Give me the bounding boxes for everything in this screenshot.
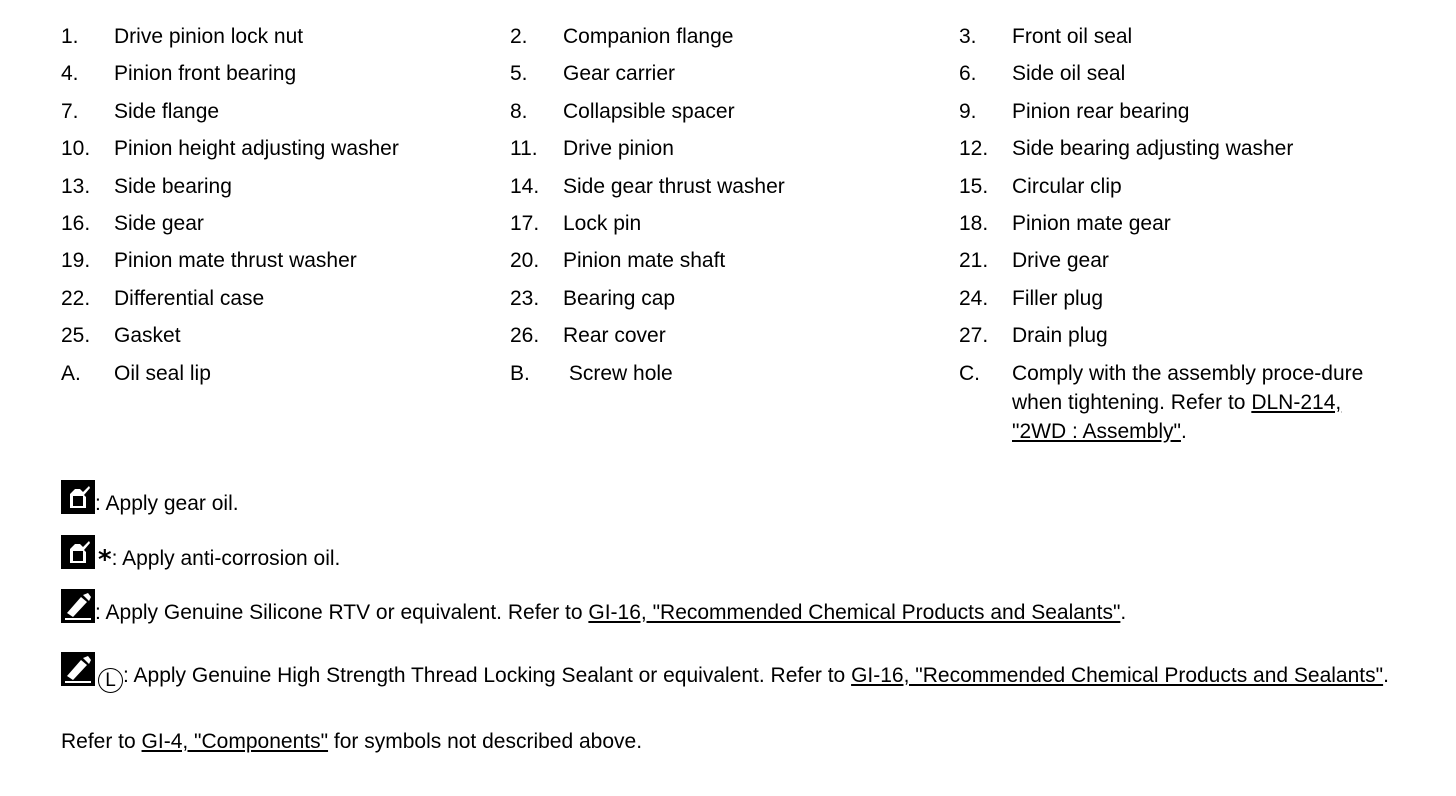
item-number: 25. xyxy=(61,324,91,348)
item-number: 6. xyxy=(959,62,977,86)
legend-item xyxy=(959,97,1399,134)
item-label: Lock pin xyxy=(563,211,642,235)
footer-reference xyxy=(61,728,642,756)
item-number: 13. xyxy=(61,174,91,198)
item-number: 20. xyxy=(510,249,540,273)
legend-item xyxy=(959,321,1399,358)
item-number: 19. xyxy=(61,249,91,273)
item-number: 1. xyxy=(61,25,79,48)
oil-can-icon xyxy=(61,535,95,577)
gear-oil-symbol-line xyxy=(61,480,239,522)
legend-column-3 xyxy=(959,22,1399,443)
legend-column-2 xyxy=(510,22,940,396)
legend-item xyxy=(510,284,940,321)
item-number: 10. xyxy=(61,137,91,161)
item-label: Rear cover xyxy=(563,324,666,348)
legend-item xyxy=(959,134,1399,171)
footer-prefix: Refer to xyxy=(61,730,142,753)
anti-corrosion-symbol-line xyxy=(61,535,340,577)
item-label: Bearing cap xyxy=(563,286,676,310)
item-label: Circular clip xyxy=(1012,174,1122,198)
item-label: Pinion mate shaft xyxy=(563,249,726,273)
item-label: Pinion height adjusting washer xyxy=(114,137,399,161)
item-number: 3. xyxy=(959,25,977,48)
legend-item xyxy=(61,134,491,171)
legend-item xyxy=(959,284,1399,321)
item-number: 15. xyxy=(959,174,989,198)
item-label: Drive gear xyxy=(1012,249,1109,273)
legend-item xyxy=(510,246,940,283)
circled-l-icon: L xyxy=(98,668,123,693)
legend-item xyxy=(61,97,491,134)
item-label: Filler plug xyxy=(1012,286,1104,310)
item-label: Side flange xyxy=(114,99,220,123)
item-label: Drive pinion lock nut xyxy=(114,25,304,48)
asterisk-icon: * xyxy=(98,545,112,575)
item-label: Drain plug xyxy=(1012,324,1108,348)
item-label: Companion flange xyxy=(563,25,734,48)
legend-item xyxy=(959,172,1399,209)
item-number: 8. xyxy=(510,99,528,123)
components-link[interactable]: GI-4, "Components" xyxy=(141,730,329,753)
item-label: Collapsible spacer xyxy=(563,99,735,123)
chemical-products-link[interactable]: GI-16, "Recommended Chemical Products and Sealants" xyxy=(588,601,1121,624)
item-label: Screw hole xyxy=(563,361,673,385)
legend-item xyxy=(510,209,940,246)
legend-item xyxy=(510,22,940,59)
legend-item xyxy=(510,359,940,396)
item-number: 7. xyxy=(61,99,79,123)
item-label: Pinion mate thrust washer xyxy=(114,249,357,273)
item-number: 21. xyxy=(959,249,989,273)
item-label: Pinion mate gear xyxy=(1012,211,1171,235)
anti-corrosion-text: : Apply anti-corrosion oil. xyxy=(111,547,341,570)
item-c-text xyxy=(1012,359,1397,446)
chemical-products-link[interactable]: GI-16, "Recommended Chemical Products and Sealants" xyxy=(851,664,1384,687)
item-label: Side gear xyxy=(114,211,204,235)
item-number: 12. xyxy=(959,137,989,161)
item-number: 26. xyxy=(510,324,540,348)
legend-item xyxy=(510,59,940,96)
thread-lock-text: : Apply Genuine High Strength Thread Locking Sealant or equivalent. Refer to xyxy=(123,664,852,687)
item-number: 17. xyxy=(510,211,540,235)
item-label: Oil seal lip xyxy=(114,361,211,385)
sealant-tube-icon xyxy=(61,652,95,696)
item-label: Side bearing xyxy=(114,174,232,198)
item-label: Differential case xyxy=(114,286,265,310)
item-number: 5. xyxy=(510,62,528,86)
thread-lock-symbol-line xyxy=(61,652,1401,696)
legend-item xyxy=(959,209,1399,246)
item-number: 14. xyxy=(510,174,540,198)
item-label: Pinion rear bearing xyxy=(1012,99,1190,123)
item-number: 11. xyxy=(510,137,538,161)
silicone-period: . xyxy=(1120,601,1127,624)
item-label: Side bearing adjusting washer xyxy=(1012,137,1294,161)
legend-column-1 xyxy=(61,22,491,396)
silicone-text: : Apply Genuine Silicone RTV or equivalent. Refer to xyxy=(95,601,589,624)
item-number: 23. xyxy=(510,286,540,310)
legend-item xyxy=(61,22,491,59)
thread-lock-period: . xyxy=(1383,664,1389,687)
item-label: Gear carrier xyxy=(563,62,676,86)
gear-oil-text: : Apply gear oil. xyxy=(95,492,239,515)
item-number: 16. xyxy=(61,211,91,235)
item-number: A. xyxy=(61,361,81,385)
silicone-symbol-line xyxy=(61,589,1126,631)
legend-item xyxy=(959,246,1399,283)
item-number: 2. xyxy=(510,25,528,48)
legend-item xyxy=(959,59,1399,96)
sealant-tube-icon xyxy=(61,589,95,631)
item-number: 18. xyxy=(959,211,989,235)
legend-item xyxy=(61,321,491,358)
assembly-reference-link[interactable]: DLN-214, "2WD : Assembly" xyxy=(1012,390,1342,443)
item-label: Pinion front bearing xyxy=(114,62,297,86)
legend-item xyxy=(61,209,491,246)
legend-item xyxy=(61,172,491,209)
item-label: Side gear thrust washer xyxy=(563,174,785,198)
item-number: 9. xyxy=(959,99,977,123)
item-label: Side oil seal xyxy=(1012,62,1126,86)
oil-can-icon xyxy=(61,480,95,522)
item-c-body: Comply with the assembly proce-dure when tightening. Refer to xyxy=(1012,361,1364,414)
footer-suffix: for symbols not described above. xyxy=(328,730,643,753)
item-c-period: . xyxy=(1180,419,1187,443)
legend-item xyxy=(959,22,1399,59)
item-label: Drive pinion xyxy=(563,137,674,161)
item-number: B. xyxy=(510,361,530,385)
legend-item xyxy=(510,134,940,171)
item-number: 4. xyxy=(61,62,79,86)
item-number: 24. xyxy=(959,286,989,310)
legend-item xyxy=(61,59,491,96)
legend-item xyxy=(61,246,491,283)
item-label: Gasket xyxy=(114,324,181,348)
item-number: C. xyxy=(959,361,980,385)
legend-item xyxy=(510,97,940,134)
item-number: 27. xyxy=(959,324,989,348)
item-number: 22. xyxy=(61,286,91,310)
legend-item xyxy=(61,284,491,321)
item-label: Front oil seal xyxy=(1012,25,1133,48)
legend-item xyxy=(61,359,491,396)
legend-item xyxy=(510,321,940,358)
legend-item xyxy=(510,172,940,209)
